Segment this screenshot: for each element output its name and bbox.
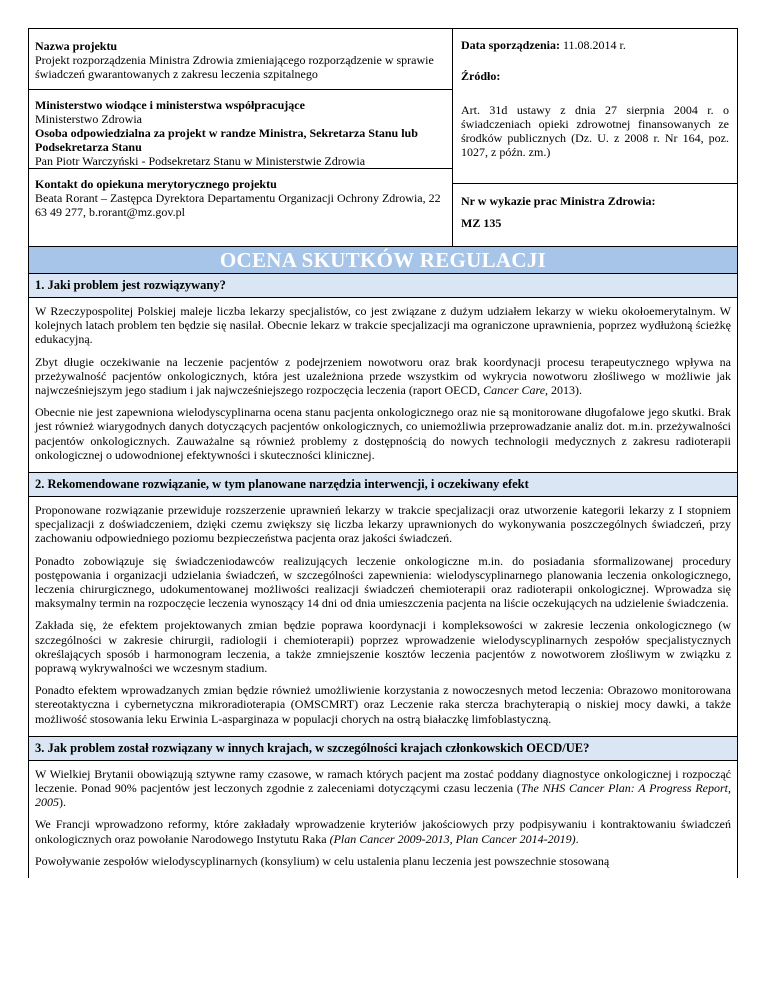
responsible-value: Pan Piotr Warczyński - Podsekretarz Stanu w Ministerstwie Zdrowia xyxy=(35,154,366,168)
section-3-body xyxy=(28,761,738,878)
source-label: Źródło: xyxy=(461,69,501,83)
paragraph: Proponowane rozwiązanie przewiduje rozszerzenie uprawnień lekarzy w trakcie specjalizacji oraz utworzenie kategorii lekarzy z I stopniem specjalizacji z doświadczeniem, dzięki czemu zwiększy się liczba lekarzy uprawnionych do wykonywania poszczególnych świadczeń, przy zachowaniu odpowiedniego poziomu bezpieczeństwa pacjenta oraz jakości świadczeń. xyxy=(35,503,731,546)
document-page xyxy=(28,28,738,878)
paragraph: W Wielkiej Brytanii obowiązują sztywne ramy czasowe, w ramach których pacjent ma zostać poddany diagnostyce onkologicznej i rozpocząć leczenie. Ponad 90% pacjentów jest leczonych zgodnie z zaleceniami dotyczącymi czasu leczenia (The NHS Cancer Plan: A Progress Report, 2005). xyxy=(35,766,731,810)
paragraph: W Rzeczypospolitej Polskiej maleje liczba lekarzy specjalistów, co jest związane z dużym udziałem lekarzy w wieku okołoemerytalnym. W kolejnych latach problem ten będzie się nasilał. Obecnie lekarz w trakcie specjalizacji ma ograniczone uprawnienia, poprzez wydłużoną ścieżkę edukacyjną. xyxy=(35,304,731,347)
header-right-column xyxy=(453,29,737,246)
source-value: Art. 31d ustawy z dnia 27 sierpnia 2004 r. o świadczeniach opieki zdrowotnej finansowanych ze środków publicznych (Dz. U. z 2008 r. Nr 164, poz. 1027, z późn. zm.) xyxy=(453,103,737,184)
contact-value: Beata Rorant – Zastępca Dyrektora Departamentu Organizacji Ochrony Zdrowia, 22 63 49 277, b.rorant@mz.gov.pl xyxy=(35,191,441,219)
section-2-heading: 2. Rekomendowane rozwiązanie, w tym planowane narzędzia interwencji, i oczekiwany efekt xyxy=(28,473,738,497)
date-source-cell xyxy=(453,29,737,103)
header-table xyxy=(28,28,738,247)
section-3-heading: 3. Jak problem został rozwiązany w innych krajach, w szczególności krajach członkowskich OECD/UE? xyxy=(28,737,738,761)
paragraph: Ponadto efektem wprowadzanych zmian będzie również umożliwienie korzystania z nowoczesnych metod leczenia: Obrazowo monitorowana stereotaktyczna i cybernetyczna mikroradioterapia (OMSCMRT) oraz Leczenie raka stercza brachyterapią o niskiej mocy dawki, a także możliwość stosowania leku Erwinia L-asparginaza w populacji chorych na ostrą białaczkę limfoblastyczną. xyxy=(35,683,731,726)
document-title: OCENA SKUTKÓW REGULACJI xyxy=(28,247,738,274)
paragraph: Zakłada się, że efektem projektowanych zmian będzie poprawa koordynacji i kompleksowości w zakresie leczenia onkologicznego (w szczególności w zakresie chirurgii, radiologii i chemioterapii) poprzez wprowadzenie wielodyscyplinarnych zespołów specjalistycznych określających sposób i harmonogram leczenia, a także zmniejszenie kosztów leczenia pacjentów z nowotworem złośliwym w związku z poprawą wykrywalności we wczesnym stadium. xyxy=(35,618,731,676)
list-cell xyxy=(453,184,737,246)
responsible-label: Osoba odpowiedzialna za projekt w randze Ministra, Sekretarza Stanu lub Podsekretarza Stanu xyxy=(35,126,418,154)
project-name: Projekt rozporządzenia Ministra Zdrowia zmieniającego rozporządzenie w sprawie świadczeń gwarantowanych z zakresu leczenia szpitalnego xyxy=(35,53,434,81)
paragraph: We Francji wprowadzono reformy, które zakładały wprowadzenie kryteriów jakościowych przy podpisywaniu i kontraktowaniu świadczeń onkologicznych oraz powołanie Narodowego Instytutu Raka (Plan Cancer 2009-2013, Plan Cancer 2014-2019). xyxy=(35,817,731,846)
contact-label: Kontakt do opiekuna merytorycznego projektu xyxy=(35,177,277,191)
paragraph: Ponadto zobowiązuje się świadczeniodawców realizujących leczenie onkologiczne m.in. do posiadania sformalizowanej procedury postępowania i organizacji udzielania świadczeń, w szczególności zapewnienia: wielodyscyplinarnego planowania leczenia onkologicznego, leczenia chirurgicznego, udokumentowanej możliwości realizacji świadczeń chemioterapii oraz radioterapii onkologicznej. Wprowadza się maksymalny termin na rozpoczęcie leczenia wynoszący 14 dni od dnia umieszczenia pacjenta na liście oczekujących na udzielenie świadczenia. xyxy=(35,553,731,611)
date-value: 11.08.2014 r. xyxy=(563,38,626,52)
project-cell xyxy=(29,29,452,90)
list-label: Nr w wykazie prac Ministra Zdrowia: xyxy=(461,194,656,208)
ministry-label: Ministerstwo wiodące i ministerstwa współpracujące xyxy=(35,98,305,112)
paragraph: Zbyt długie oczekiwanie na leczenie pacjentów z podejrzeniem nowotworu oraz brak koordynacji procesu terapeutycznego wpływa na przeżywalność pacjentów onkologicznych, która jest uzależniona przede wszystkim od wykrycia nowotworu złośliwego w możliwie jak najwcześniejszym jego stadium i jak najwcześniejszego rozpoczęcia leczenia (raport OECD, Cancer Care, 2013). xyxy=(35,354,731,398)
ministry-value: Ministerstwo Zdrowia xyxy=(35,112,142,126)
section-2-body xyxy=(28,497,738,737)
section-1-body xyxy=(28,298,738,473)
paragraph: Obecnie nie jest zapewniona wielodyscyplinarna ocena stanu pacjenta onkologicznego oraz nie są monitorowane długofalowe jego skutki. Brak jest również wiarygodnych danych dotyczących pacjentów onkologicznych, co uniemożliwia przeprowadzanie analiz dot. m.in. przeżywalności pacjentów onkologicznych. Zauważalne są również problemy z dostępnością do nowych technologii medycznych z zakresu radioterapii onkologicznej o udowodnionej efektywności i skuteczności klinicznej. xyxy=(35,405,731,462)
paragraph: Powoływanie zespołów wielodyscyplinarnych (konsylium) w celu ustalenia planu leczenia jest powszechnie stosowaną xyxy=(35,853,610,868)
list-value: MZ 135 xyxy=(461,216,502,230)
project-label: Nazwa projektu xyxy=(35,39,118,53)
ministry-cell xyxy=(29,90,452,169)
date-label: Data sporządzenia: xyxy=(461,38,560,52)
contact-cell xyxy=(29,169,452,233)
header-left-column xyxy=(29,29,453,246)
section-1-heading: 1. Jaki problem jest rozwiązywany? xyxy=(28,274,738,298)
